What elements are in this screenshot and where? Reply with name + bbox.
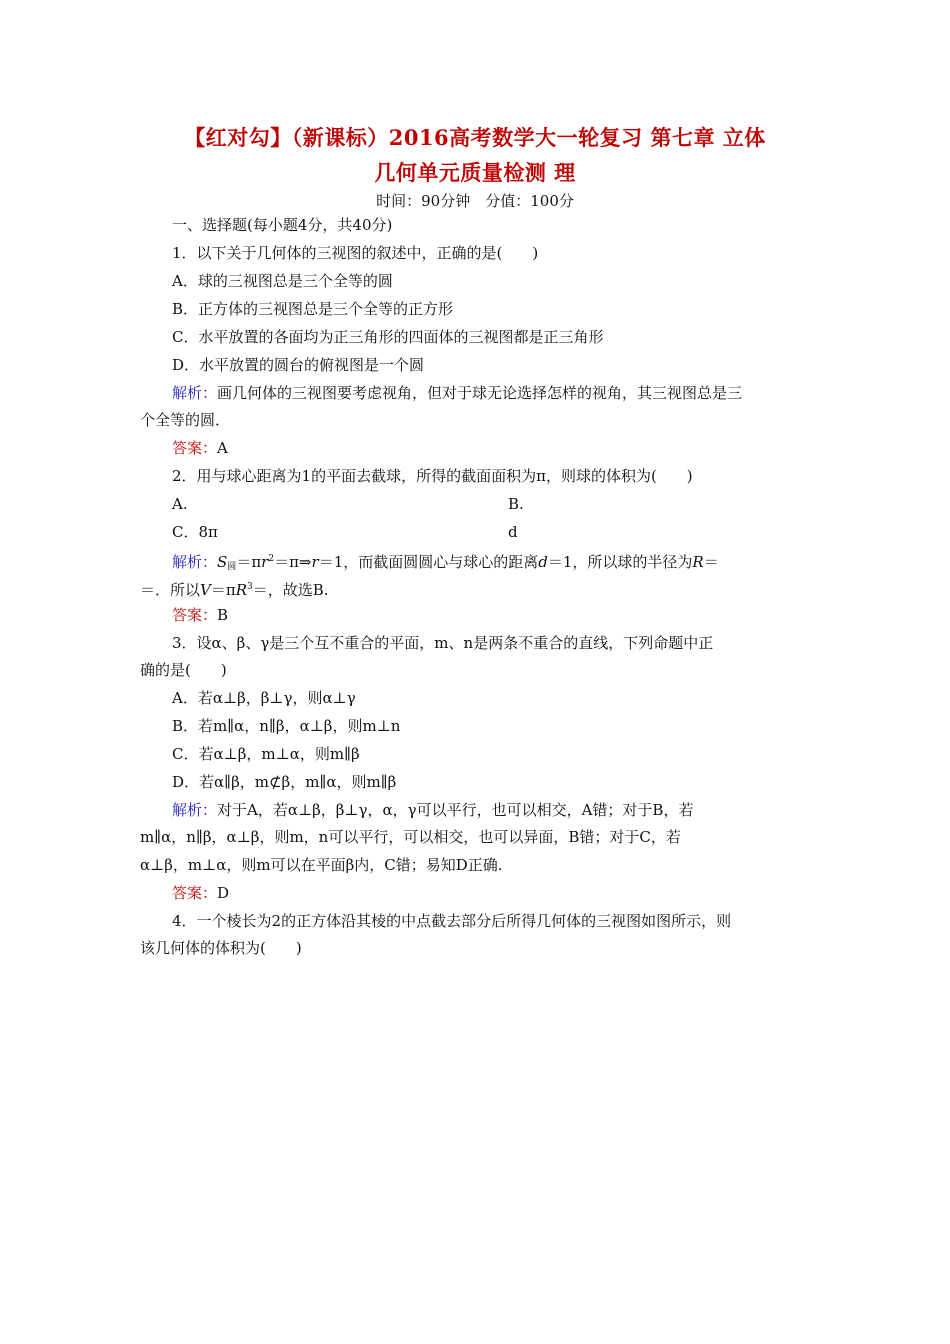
q2-option-d: d <box>508 523 518 541</box>
q3-option-a: A．若α⊥β，β⊥γ，则α⊥γ <box>172 689 356 707</box>
q3-option-c: C．若α⊥β，m⊥α，则m∥β <box>172 745 360 763</box>
analysis-label: 解析： <box>172 553 218 571</box>
answer-label: 答案： <box>172 884 218 902</box>
q2-eq1: ＝π <box>236 553 262 571</box>
section-heading: 一、选择题(每小题4分，共40分) <box>172 216 393 234</box>
analysis-label: 解析： <box>172 384 218 402</box>
q3-analysis <box>172 800 693 820</box>
q1-option-a: A．球的三视图总是三个全等的圆 <box>172 272 393 290</box>
q3-analysis-cont-2: α⊥β，m⊥α，则m可以在平面β内，C错；易知D正确. <box>140 856 503 874</box>
q2-option-a: A. <box>172 495 188 513</box>
q2-var-r: r <box>261 553 269 571</box>
q1-analysis-cont: 个全等的圆． <box>140 411 231 429</box>
q2-analysis-cont <box>140 577 329 600</box>
q3-option-d: D．若α∥β，m⊄β，m∥α，则m∥β <box>172 773 397 791</box>
q4-stem-cont: 该几何体的体积为( ) <box>140 939 302 957</box>
q2-answer-value: B <box>217 606 229 624</box>
q2-var-R2: R <box>235 581 248 599</box>
q2-sup-3: 3 <box>247 582 253 592</box>
q2-eq3: ＝1，而截面圆圆心与球心的距离 <box>318 553 539 571</box>
q2-eq4: ＝1，所以球的半径为 <box>547 553 693 571</box>
q2-option-b: B. <box>508 495 524 513</box>
analysis-label: 解析： <box>172 801 218 819</box>
q3-stem: 3．设α、β、γ是三个互不重合的平面，m、n是两条不重合的直线，下列命题中正 <box>172 634 714 652</box>
q3-analysis-cont-1: m∥α，n∥β，α⊥β，则m，n可以平行，可以相交，也可以异面，B错；对于C，若 <box>140 828 681 846</box>
q3-answer-value: D <box>217 884 230 902</box>
q2-answer <box>172 605 228 625</box>
q2-line2-c: ＝，故选B. <box>252 581 329 599</box>
title-line-2: 几何单元质量检测 理 <box>374 160 576 185</box>
q2-analysis <box>172 549 719 577</box>
q3-stem-cont: 确的是( ) <box>140 661 227 679</box>
q1-option-c: C．水平放置的各面均为正三角形的四面体的三视图都是正三角形 <box>172 328 604 346</box>
q2-stem: 2．用与球心距离为1的平面去截球，所得的截面面积为π，则球的体积为( ) <box>172 467 693 485</box>
title-line-1: 【红对勾】（新课标）2016高考数学大一轮复习 第七章 立体 <box>184 125 766 150</box>
q1-analysis <box>172 383 742 403</box>
q2-var-s: S <box>217 553 228 571</box>
answer-label: 答案： <box>172 606 218 624</box>
q1-option-d: D．水平放置的圆台的俯视图是一个圆 <box>172 356 425 374</box>
q1-analysis-text: 画几何体的三视图要考虑视角，但对于球无论选择怎样的视角，其三视图总是三 <box>217 384 743 402</box>
q2-eq2: ＝π⇒ <box>274 553 312 571</box>
q1-answer <box>172 438 228 458</box>
q2-var-V: V <box>200 581 211 599</box>
exam-meta: 时间：90分钟 分值：100分 <box>376 192 574 210</box>
q2-option-c: C．8π <box>172 523 218 541</box>
q1-option-b: B．正方体的三视图总是三个全等的正方形 <box>172 300 454 318</box>
q2-var-R: R <box>692 553 704 571</box>
q2-var-d: d <box>538 553 548 571</box>
answer-label: 答案： <box>172 439 218 457</box>
q4-stem: 4．一个棱长为2的正方体沿其棱的中点截去部分后所得几何体的三视图如图所示，则 <box>172 912 732 930</box>
q2-line2-a: ＝．所以 <box>140 581 201 599</box>
q3-analysis-text: 对于A，若α⊥β，β⊥γ，α，γ可以平行，也可以相交，A错；对于B，若 <box>217 801 694 819</box>
q3-answer <box>172 883 229 903</box>
q2-sup-2: 2 <box>268 554 275 564</box>
q3-option-b: B．若m∥α，n∥β，α⊥β，则m⊥n <box>172 717 401 735</box>
q1-answer-value: A <box>217 439 228 457</box>
q2-sub-circle: 圆 <box>227 562 237 572</box>
q1-stem: 1．以下关于几何体的三视图的叙述中，正确的是( ) <box>172 244 539 262</box>
q2-var-r2: r <box>311 553 319 571</box>
q2-line2-b: ＝π <box>210 581 236 599</box>
q2-eq5: ＝ <box>703 553 719 571</box>
